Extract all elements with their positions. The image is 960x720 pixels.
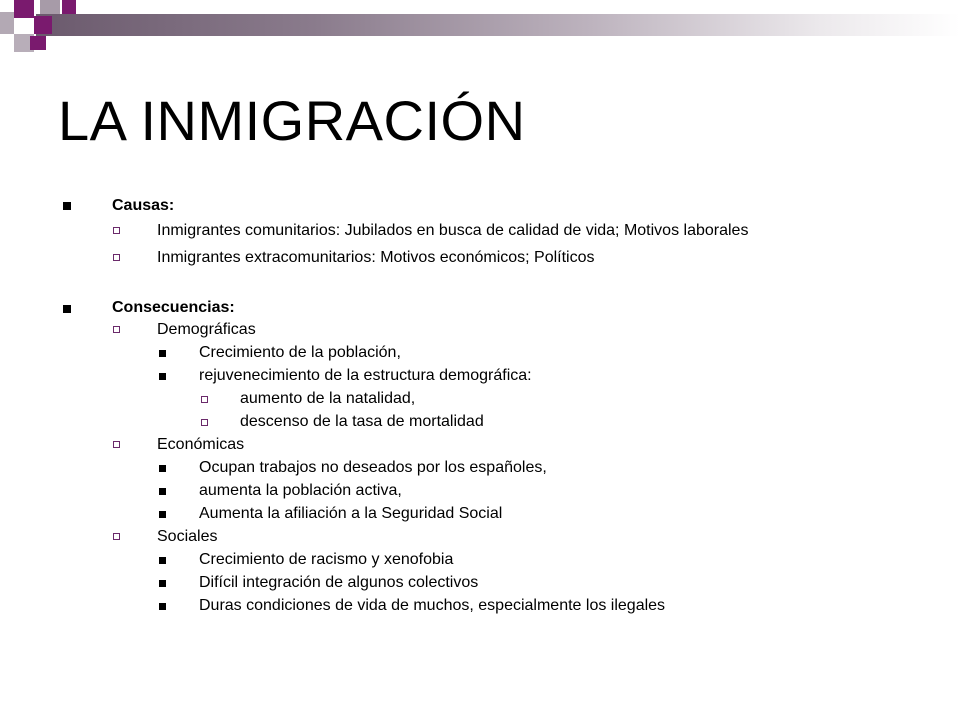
bullet-hollow-square xyxy=(113,326,120,333)
bullet-square xyxy=(159,511,166,518)
sociales-item: Difícil integración de algunos colectivos xyxy=(199,574,479,591)
causas-item: Inmigrantes comunitarios: Jubilados en busca de calidad de vida; Motivos laborales xyxy=(157,222,749,239)
sociales-item: Duras condiciones de vida de muchos, especialmente los ilegales xyxy=(199,597,666,614)
demograficas-item: Crecimiento de la población, xyxy=(199,344,401,361)
bullet-hollow-square xyxy=(113,441,120,448)
demograficas-item: rejuvenecimiento de la estructura demográfica: xyxy=(199,367,532,384)
demograficas-subitem: descenso de la tasa de mortalidad xyxy=(240,413,484,430)
bullet-hollow-square xyxy=(201,396,208,403)
economicas-item: Aumenta la afiliación a la Seguridad Social xyxy=(199,505,503,522)
bullet-hollow-square xyxy=(113,227,120,234)
causas-item: Inmigrantes extracomunitarios: Motivos económicos; Políticos xyxy=(157,249,595,266)
bullet-square xyxy=(159,373,166,380)
bullet-square xyxy=(159,350,166,357)
demograficas-label: Demográficas xyxy=(157,321,256,338)
bullet-square xyxy=(63,305,71,313)
economicas-item: Ocupan trabajos no deseados por los españoles, xyxy=(199,459,547,476)
bullet-square xyxy=(63,202,71,210)
bullet-hollow-square xyxy=(201,419,208,426)
sociales-label: Sociales xyxy=(157,528,218,545)
slide-title: LA INMIGRACIÓN xyxy=(58,89,526,152)
sociales-item: Crecimiento de racismo y xenofobia xyxy=(199,551,454,568)
causas-heading: Causas: xyxy=(112,197,175,214)
bullet-hollow-square xyxy=(113,254,120,261)
economicas-item: aumenta la población activa, xyxy=(199,482,402,499)
bullet-hollow-square xyxy=(113,533,120,540)
bullet-square xyxy=(159,603,166,610)
bullet-square xyxy=(159,465,166,472)
bullet-square xyxy=(159,557,166,564)
bullet-square xyxy=(159,488,166,495)
economicas-label: Económicas xyxy=(157,436,245,453)
demograficas-subitem: aumento de la natalidad, xyxy=(240,390,416,407)
consecuencias-heading: Consecuencias: xyxy=(112,299,235,316)
bullet-square xyxy=(159,580,166,587)
